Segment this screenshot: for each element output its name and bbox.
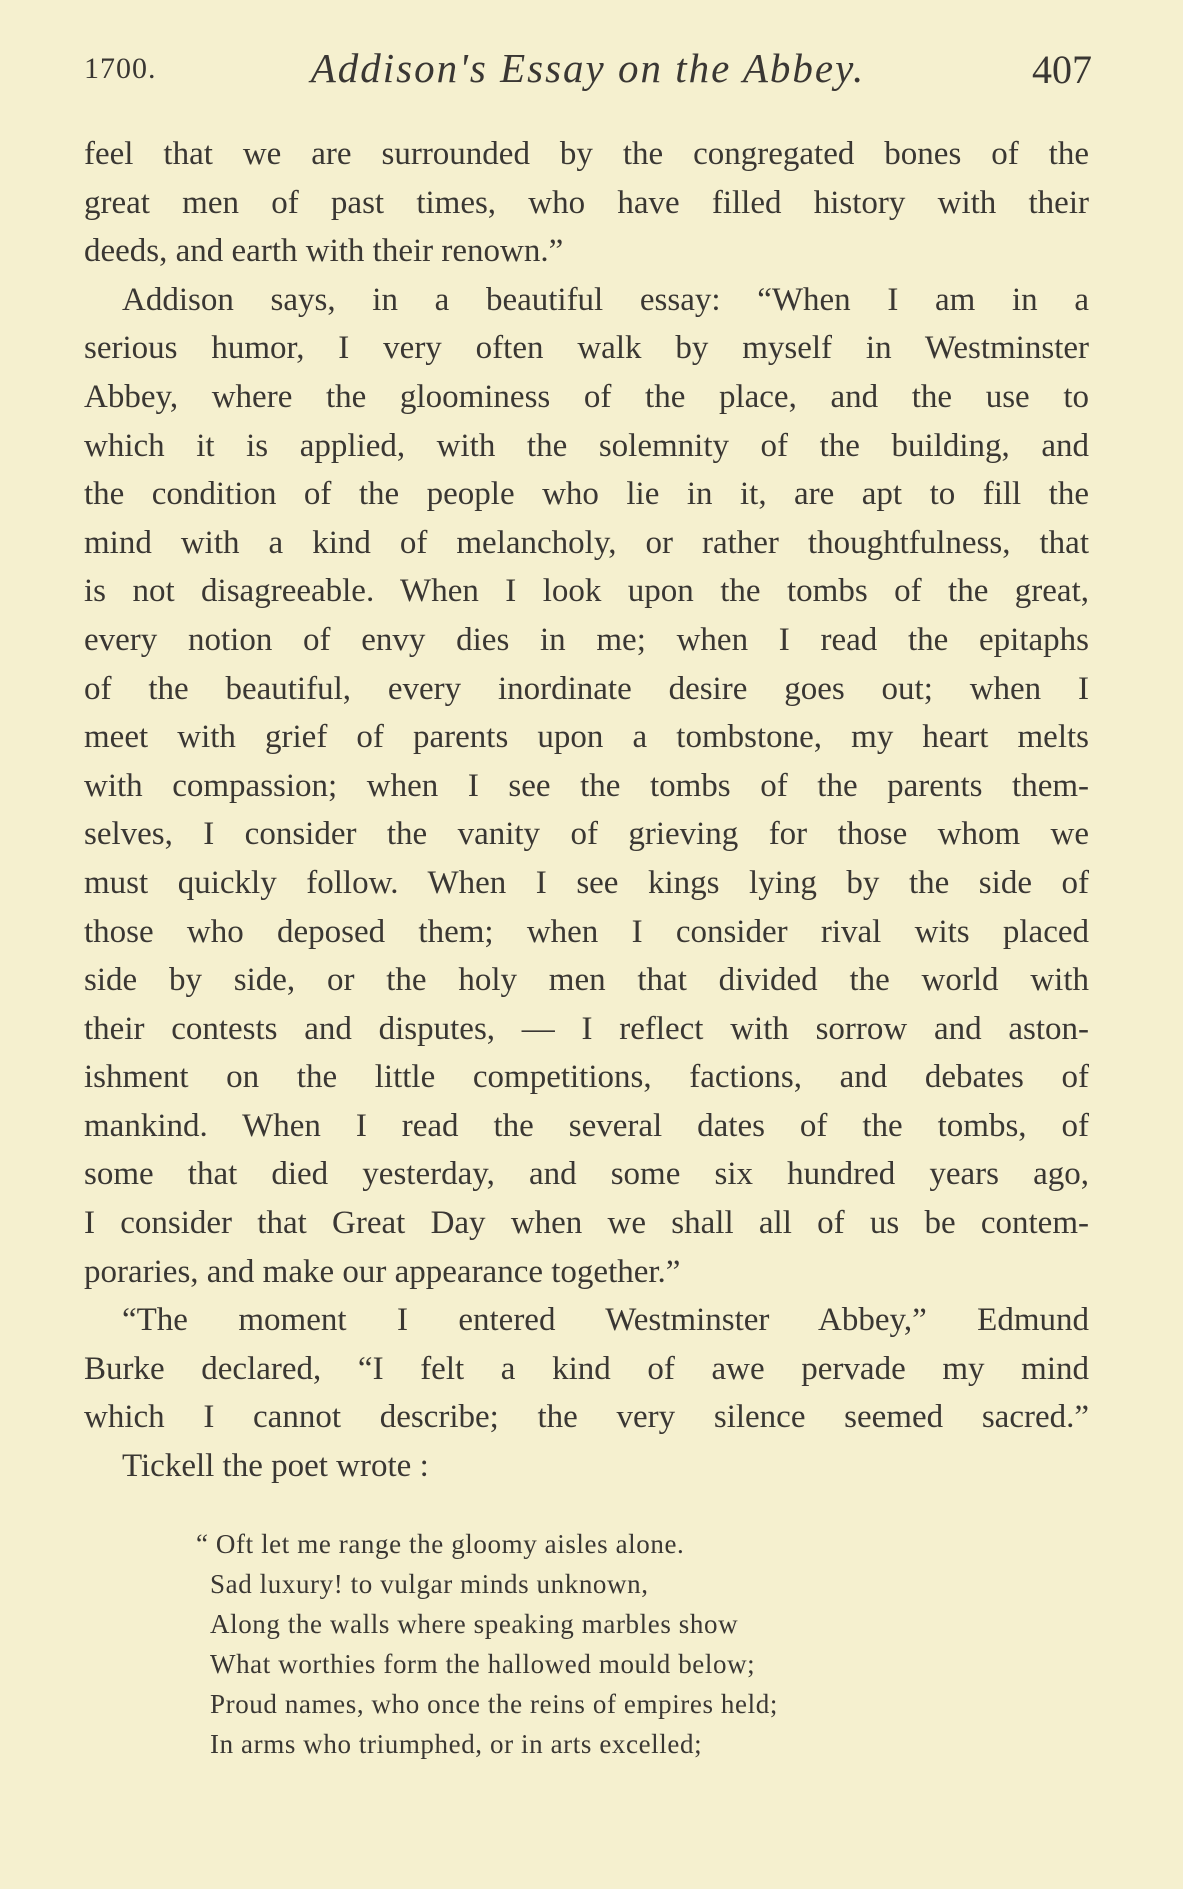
header-title: Addison's Essay on the Abbey.	[310, 45, 866, 91]
page-number: 407	[1032, 47, 1092, 92]
text-line: with compassion; when I see the tombs of the parents them-	[84, 767, 1089, 804]
text-line: every notion of envy dies in me; when I read the epitaphs	[84, 621, 1089, 658]
body-text	[84, 130, 1089, 1491]
poem-line: Along the walls where speaking marbles show	[210, 1609, 739, 1639]
poem-line: Proud names, who once the reins of empires held;	[210, 1689, 778, 1719]
text-line: side by side, or the holy men that divided the world with	[84, 962, 1089, 999]
running-header	[84, 38, 1092, 98]
text-line: which I cannot describe; the very silence seemed sacred.”	[84, 1399, 1089, 1436]
text-line: mind with a kind of melancholy, or rather thoughtfulness, that	[84, 524, 1089, 561]
text-line: I consider that Great Day when we shall all of us be contem-	[84, 1205, 1089, 1242]
text-line: great men of past times, who have filled history with their	[84, 184, 1089, 221]
poem-quotation	[196, 1524, 996, 1764]
poem-line: “ Oft let me range the gloomy aisles alone.	[196, 1529, 685, 1559]
text-line: which it is applied, with the solemnity of the building, and	[84, 427, 1089, 464]
text-line: Burke declared, “I felt a kind of awe pervade my mind	[84, 1350, 1089, 1387]
text-line: Tickell the poet wrote :	[122, 1448, 429, 1485]
header-year: 1700.	[84, 52, 157, 85]
text-line: Addison says, in a beautiful essay: “When I am in a	[122, 281, 1089, 318]
text-line: mankind. When I read the several dates of the tombs, of	[84, 1107, 1089, 1144]
text-line: of the beautiful, every inordinate desire goes out; when I	[84, 670, 1089, 707]
text-line: meet with grief of parents upon a tombstone, my heart melts	[84, 719, 1089, 756]
poem-line: In arms who triumphed, or in arts excelled;	[210, 1729, 703, 1759]
text-line: their contests and disputes, — I reflect with sorrow and aston-	[84, 1010, 1089, 1047]
text-line: is not disagreeable. When I look upon the tombs of the great,	[84, 573, 1089, 610]
text-line: the condition of the people who lie in it, are apt to fill the	[84, 476, 1089, 513]
text-line: selves, I consider the vanity of grieving for those whom we	[84, 816, 1089, 853]
text-line: must quickly follow. When I see kings lying by the side of	[84, 864, 1089, 901]
text-line: deeds, and earth with their renown.”	[84, 233, 564, 270]
text-line: some that died yesterday, and some six hundred years ago,	[84, 1156, 1089, 1193]
text-line: those who deposed them; when I consider rival wits placed	[84, 913, 1089, 950]
text-line: serious humor, I very often walk by myself in Westminster	[84, 330, 1089, 367]
text-line: Abbey, where the gloominess of the place, and the use to	[84, 378, 1089, 415]
poem-line: Sad luxury! to vulgar minds unknown,	[210, 1569, 649, 1599]
text-line: ishment on the little competitions, factions, and debates of	[84, 1059, 1089, 1096]
poem-line: What worthies form the hallowed mould below;	[210, 1649, 756, 1679]
text-line: feel that we are surrounded by the congregated bones of the	[84, 136, 1089, 172]
text-line: poraries, and make our appearance together.”	[84, 1253, 681, 1290]
text-line: “The moment I entered Westminster Abbey,” Edmund	[122, 1302, 1089, 1339]
